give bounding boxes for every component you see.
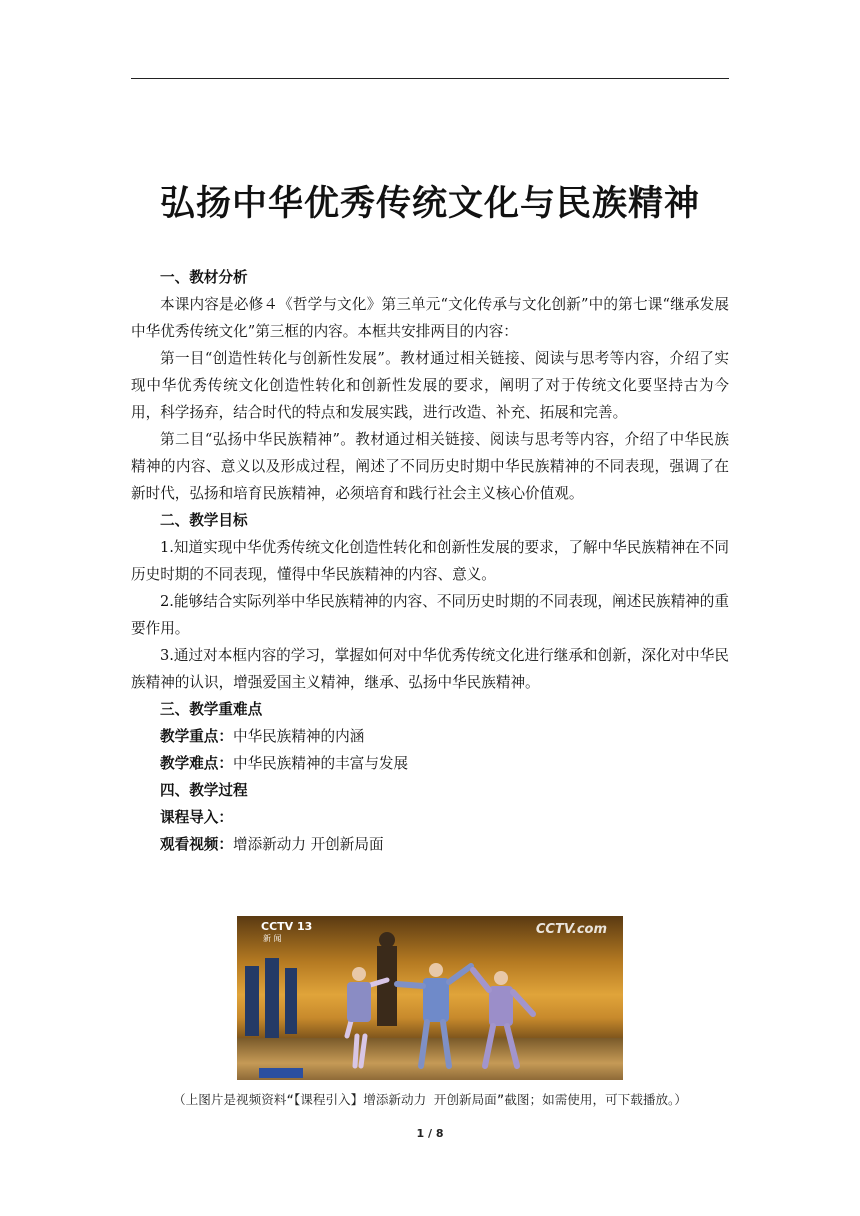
paragraph: 2.能够结合实际列举中华民族精神的内容、不同历史时期的不同表现，阐述民族精神的重要作用。 [131, 593, 729, 637]
difficult-point [131, 750, 729, 777]
intro-label: 课程导入： [160, 809, 233, 826]
video-line [131, 831, 729, 858]
dancers-illustration [237, 916, 623, 1080]
paragraph: 第二目“弘扬中华民族精神”。教材通过相关链接、阅读与思考等内容，介绍了中华民族精神的内容、意义以及形成过程，阐述了不同历史时期中华民族精神的不同表现，强调了在新时代，弘扬和培育民族精神，必须培育和践行社会主义核心价值观。 [131, 431, 729, 502]
document-body [131, 264, 729, 858]
section-heading: 三、教学重难点 [160, 701, 263, 718]
header-rule [131, 78, 729, 79]
difficult-point-label: 教学难点： [160, 755, 233, 772]
channel-badge: CCTV 13 [261, 920, 313, 933]
video-title: 增添新动力 开创新局面 [232, 836, 384, 853]
difficult-point-value: 中华民族精神的丰富与发展 [232, 755, 409, 772]
paragraph: 第一目“创造性转化与创新性发展”。教材通过相关链接、阅读与思考等内容，介绍了实现中华优秀传统文化创造性转化和创新性发展的要求，阐明了对于传统文化要坚持古为今用，科学扬弃，结合时代的特点和发展实践，进行改造、补充、拓展和完善。 [131, 350, 729, 421]
image-caption: （上图片是视频资料“【课程引入】增添新动力 开创新局面”截图；如需使用，可下载播放。） [173, 1092, 687, 1107]
page-title: 弘扬中华优秀传统文化与民族精神 [159, 184, 700, 224]
intro-line [131, 804, 729, 831]
section-heading: 二、教学目标 [160, 512, 248, 529]
cctv-logo: CCTV.com [535, 922, 607, 937]
paragraph: 本课内容是必修４《哲学与文化》第三单元“文化传承与文化创新”中的第七课“继承发展中华优秀传统文化”第三框的内容。本框共安排两目的内容： [131, 296, 729, 340]
section-heading: 一、教材分析 [160, 269, 248, 286]
video-screenshot[interactable] [237, 916, 623, 1080]
key-point-value: 中华民族精神的内涵 [232, 728, 365, 745]
section-heading: 四、教学过程 [160, 782, 248, 799]
key-point [131, 723, 729, 750]
channel-sub: 新 闻 [263, 934, 282, 943]
video-label: 观看视频： [160, 836, 233, 853]
page-number: 1 / 8 [416, 1127, 444, 1140]
paragraph: 3.通过对本框内容的学习，掌握如何对中华优秀传统文化进行继承和创新，深化对中华民族精神的认识，增强爱国主义精神，继承、弘扬中华民族精神。 [131, 647, 729, 691]
news-strip [259, 1068, 303, 1078]
paragraph: 1.知道实现中华优秀传统文化创造性转化和创新性发展的要求，了解中华民族精神在不同历史时期的不同表现，懂得中华民族精神的内容、意义。 [131, 539, 729, 583]
key-point-label: 教学重点： [160, 728, 233, 745]
